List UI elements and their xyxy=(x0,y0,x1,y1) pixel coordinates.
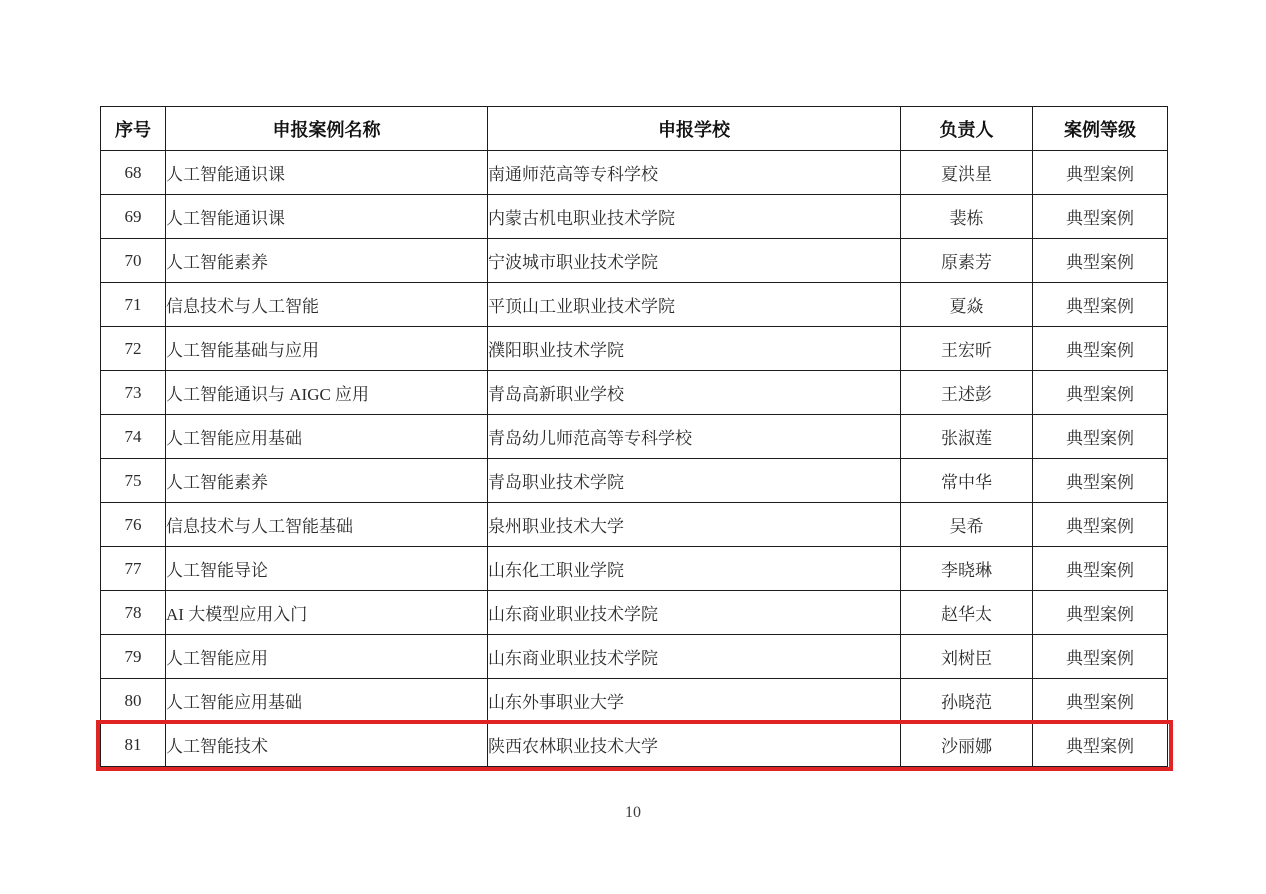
cell-serial-number: 72 xyxy=(101,327,166,371)
cell-serial-number: 80 xyxy=(101,679,166,723)
cell-case-name: 人工智能通识与 AIGC 应用 xyxy=(166,371,488,415)
cell-case-level: 典型案例 xyxy=(1033,195,1168,239)
cell-school: 山东化工职业学院 xyxy=(488,547,901,591)
table-row xyxy=(101,547,1168,591)
cell-case-name: 人工智能应用 xyxy=(166,635,488,679)
cell-leader: 沙丽娜 xyxy=(901,723,1033,767)
cases-table-container xyxy=(100,106,1167,767)
cell-case-name: 人工智能导论 xyxy=(166,547,488,591)
cell-school: 南通师范高等专科学校 xyxy=(488,151,901,195)
cell-case-level: 典型案例 xyxy=(1033,415,1168,459)
cell-case-name: 人工智能素养 xyxy=(166,239,488,283)
cell-serial-number: 73 xyxy=(101,371,166,415)
header-case-name: 申报案例名称 xyxy=(166,107,488,151)
cell-case-level: 典型案例 xyxy=(1033,327,1168,371)
cell-case-name: 人工智能应用基础 xyxy=(166,679,488,723)
cell-serial-number: 74 xyxy=(101,415,166,459)
table-header-row xyxy=(101,107,1168,151)
cell-serial-number: 75 xyxy=(101,459,166,503)
table-row xyxy=(101,151,1168,195)
cell-leader: 张淑莲 xyxy=(901,415,1033,459)
cell-case-name: 人工智能通识课 xyxy=(166,151,488,195)
cell-serial-number: 77 xyxy=(101,547,166,591)
table-row xyxy=(101,327,1168,371)
table-row xyxy=(101,635,1168,679)
cell-school: 泉州职业技术大学 xyxy=(488,503,901,547)
cell-case-level: 典型案例 xyxy=(1033,591,1168,635)
cell-school: 平顶山工业职业技术学院 xyxy=(488,283,901,327)
cell-case-level: 典型案例 xyxy=(1033,459,1168,503)
cases-table xyxy=(100,106,1168,767)
cell-serial-number: 79 xyxy=(101,635,166,679)
table-row xyxy=(101,503,1168,547)
cell-leader: 刘树臣 xyxy=(901,635,1033,679)
cell-case-level: 典型案例 xyxy=(1033,283,1168,327)
cell-leader: 夏焱 xyxy=(901,283,1033,327)
cell-case-level: 典型案例 xyxy=(1033,371,1168,415)
cell-serial-number: 76 xyxy=(101,503,166,547)
cell-case-name: 人工智能应用基础 xyxy=(166,415,488,459)
cell-case-name: 人工智能基础与应用 xyxy=(166,327,488,371)
cell-school: 山东商业职业技术学院 xyxy=(488,591,901,635)
cell-case-name: 人工智能通识课 xyxy=(166,195,488,239)
cell-school: 山东商业职业技术学院 xyxy=(488,635,901,679)
cell-case-level: 典型案例 xyxy=(1033,151,1168,195)
cell-leader: 吴希 xyxy=(901,503,1033,547)
table-row xyxy=(101,591,1168,635)
cell-school: 青岛高新职业学校 xyxy=(488,371,901,415)
table-row xyxy=(101,195,1168,239)
cell-serial-number: 68 xyxy=(101,151,166,195)
cell-case-level: 典型案例 xyxy=(1033,239,1168,283)
header-case-level: 案例等级 xyxy=(1033,107,1168,151)
table-row xyxy=(101,679,1168,723)
cell-serial-number: 69 xyxy=(101,195,166,239)
header-leader: 负责人 xyxy=(901,107,1033,151)
cell-leader: 常中华 xyxy=(901,459,1033,503)
cell-leader: 裴栋 xyxy=(901,195,1033,239)
cell-serial-number: 81 xyxy=(101,723,166,767)
cell-leader: 王述彭 xyxy=(901,371,1033,415)
cell-leader: 李晓琳 xyxy=(901,547,1033,591)
cell-school: 内蒙古机电职业技术学院 xyxy=(488,195,901,239)
cell-case-level: 典型案例 xyxy=(1033,547,1168,591)
cell-serial-number: 78 xyxy=(101,591,166,635)
cell-serial-number: 71 xyxy=(101,283,166,327)
cell-leader: 孙晓范 xyxy=(901,679,1033,723)
cell-serial-number: 70 xyxy=(101,239,166,283)
cell-case-name: 信息技术与人工智能 xyxy=(166,283,488,327)
cell-case-level: 典型案例 xyxy=(1033,635,1168,679)
cell-leader: 夏洪星 xyxy=(901,151,1033,195)
cell-school: 宁波城市职业技术学院 xyxy=(488,239,901,283)
header-serial-number: 序号 xyxy=(101,107,166,151)
cell-case-level: 典型案例 xyxy=(1033,503,1168,547)
cell-school: 青岛职业技术学院 xyxy=(488,459,901,503)
cell-school: 青岛幼儿师范高等专科学校 xyxy=(488,415,901,459)
table-row xyxy=(101,459,1168,503)
table-row xyxy=(101,283,1168,327)
cell-case-name: 人工智能技术 xyxy=(166,723,488,767)
cell-leader: 原素芳 xyxy=(901,239,1033,283)
table-row xyxy=(101,415,1168,459)
cell-case-level: 典型案例 xyxy=(1033,679,1168,723)
table-row xyxy=(101,239,1168,283)
table-row xyxy=(101,723,1168,767)
cell-case-name: 人工智能素养 xyxy=(166,459,488,503)
cell-case-name: 信息技术与人工智能基础 xyxy=(166,503,488,547)
header-school: 申报学校 xyxy=(488,107,901,151)
cell-school: 山东外事职业大学 xyxy=(488,679,901,723)
cell-leader: 王宏昕 xyxy=(901,327,1033,371)
cell-case-level: 典型案例 xyxy=(1033,723,1168,767)
page-number: 10 xyxy=(625,804,641,821)
cell-school: 陕西农林职业技术大学 xyxy=(488,723,901,767)
cell-case-name: AI 大模型应用入门 xyxy=(166,591,488,635)
table-row xyxy=(101,371,1168,415)
cell-leader: 赵华太 xyxy=(901,591,1033,635)
cell-school: 濮阳职业技术学院 xyxy=(488,327,901,371)
